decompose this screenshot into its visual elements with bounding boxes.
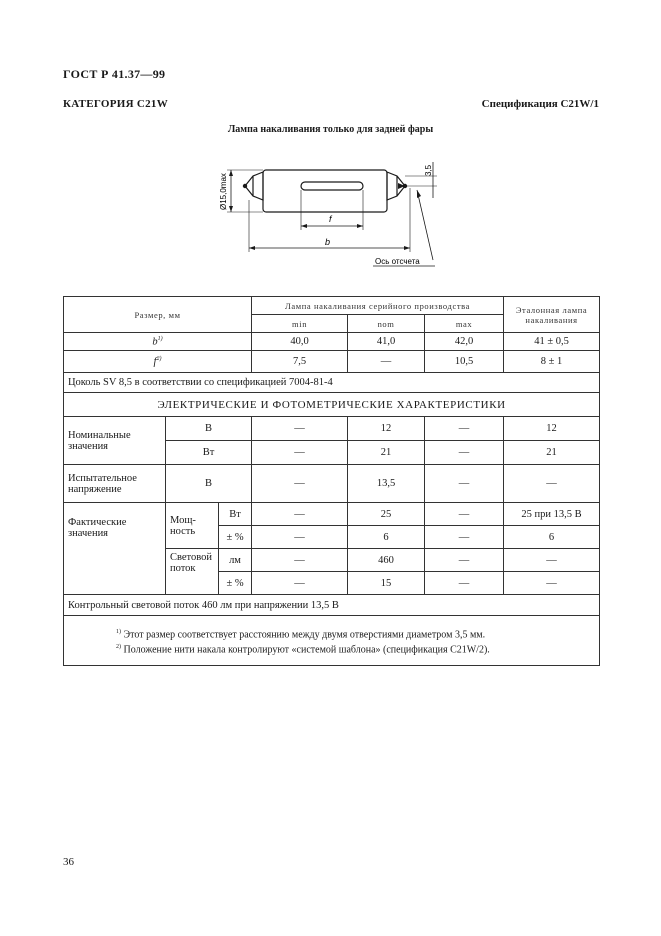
dimension-header: Размер, мм — [64, 297, 252, 333]
figure-caption: Лампа накаливания только для задней фары — [227, 124, 434, 135]
table-row: Испытательное напряжение В — 13,5 — — — [64, 465, 600, 503]
control-note: Контрольный световой поток 460 лм при напряжении 13,5 В — [64, 595, 600, 616]
bulb-body — [263, 170, 387, 212]
table-row: $f^{2)}$ 7,5 — 10,5 8 ± 1 — [64, 351, 600, 373]
table-row: Номинальные значения В — 12 — 12 — [64, 417, 600, 441]
b-dimension-label: b — [325, 237, 331, 247]
cap-note: Цоколь SV 8,5 в соответствии со спецификацией 7004-81-4 — [64, 373, 600, 393]
table-row: ± % — 15 — — — [64, 572, 600, 595]
spec-table — [63, 296, 600, 666]
actual-label: Фактические значения — [64, 503, 166, 595]
section-title: ЭЛЕКТРИЧЕСКИЕ И ФОТОМЕТРИЧЕСКИЕ ХАРАКТЕРИСТИКИ — [64, 393, 600, 417]
table-row: Вт — 21 — 21 — [64, 441, 600, 465]
footnote-ref: 2) — [156, 355, 162, 362]
serial-header: Лампа накаливания серийного производства — [252, 297, 504, 315]
footnote-ref: 1) — [157, 335, 163, 342]
flux-label: Световой поток — [166, 549, 219, 595]
left-cap — [245, 172, 263, 200]
filament — [301, 182, 363, 190]
specification-title: Спецификация C21W/1 — [481, 98, 599, 110]
test-label: Испытательное напряжение — [64, 465, 166, 503]
dimension-f: f — [153, 356, 157, 368]
f-dimension-label: f — [329, 214, 332, 224]
standard-code: ГОСТ Р 41.37—99 — [63, 67, 166, 81]
table-row: $b^{1)}$ 40,0 41,0 42,0 41 ± 0,5 — [64, 333, 600, 351]
axis-label: Ось отсчета — [375, 257, 420, 266]
col-nom: nom — [348, 315, 425, 333]
dimension-b: b — [152, 336, 158, 348]
reference-header: Эталонная лампа накаливания — [504, 297, 600, 333]
page-number: 36 — [63, 856, 74, 868]
category-title: КАТЕГОРИЯ C21W — [63, 98, 169, 110]
diameter-label: Ø15,0max — [219, 173, 228, 210]
table-row: Световой поток лм — 460 — — — [64, 549, 600, 572]
power-label: Мощ-ность — [166, 503, 219, 549]
tip-label: 3,5 — [424, 164, 433, 176]
footnotes — [64, 616, 600, 666]
footnote-2: $^{2)}$ Положение нити накала контролируют «системой шаблона» (спецификация C21W/2). — [116, 644, 490, 656]
col-min: min — [252, 315, 348, 333]
col-max: max — [425, 315, 504, 333]
lamp-drawing — [205, 148, 445, 273]
footnote-1: $^{1)}$ Этот размер соответствует расстоянию между двумя отверстиями диаметром 3,5 мм. — [116, 629, 486, 641]
rated-label: Номинальные значения — [64, 417, 166, 465]
table-row: Фактические значения Мощ-ность Вт — 25 — 25 при 13,5 В — [64, 503, 600, 526]
table-row: ± % — 6 — 6 — [64, 526, 600, 549]
